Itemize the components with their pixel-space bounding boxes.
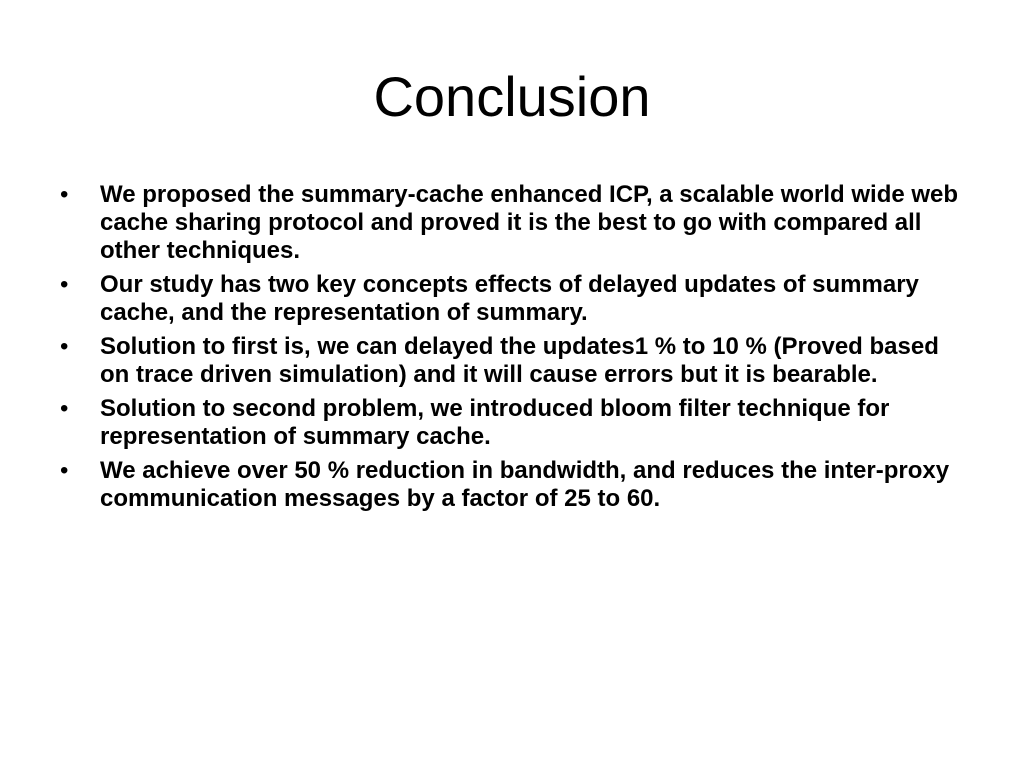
bullet-text: Solution to second problem, we introduced bloom filter technique for representation of summary cache.: [100, 395, 890, 450]
bullet-icon: •: [60, 457, 69, 484]
bullet-text: Our study has two key concepts effects of delayed updates of summary cache, and the representation of summary.: [100, 271, 919, 326]
bullet-text: We achieve over 50 % reduction in bandwidth, and reduces the inter-proxy communication messages by a factor of 25 to 60.: [100, 457, 950, 512]
bullet-list: [60, 181, 960, 519]
bullet-item: [60, 457, 960, 513]
bullet-item: [60, 395, 960, 451]
bullet-text: We proposed the summary-cache enhanced ICP, a scalable world wide web cache sharing protocol and proved it is the best to go with compared all other techniques.: [100, 181, 959, 264]
bullet-text: Solution to first is, we can delayed the updates1 % to 10 % (Proved based on trace driven simulation) and it will cause errors but it is bearable.: [100, 333, 939, 388]
bullet-icon: •: [60, 181, 69, 208]
slide-title: Conclusion: [373, 65, 651, 128]
bullet-item: [60, 181, 960, 265]
bullet-icon: •: [60, 333, 69, 360]
bullet-icon: •: [60, 271, 69, 298]
bullet-item: [60, 333, 960, 389]
bullet-item: [60, 271, 960, 327]
bullet-icon: •: [60, 395, 69, 422]
